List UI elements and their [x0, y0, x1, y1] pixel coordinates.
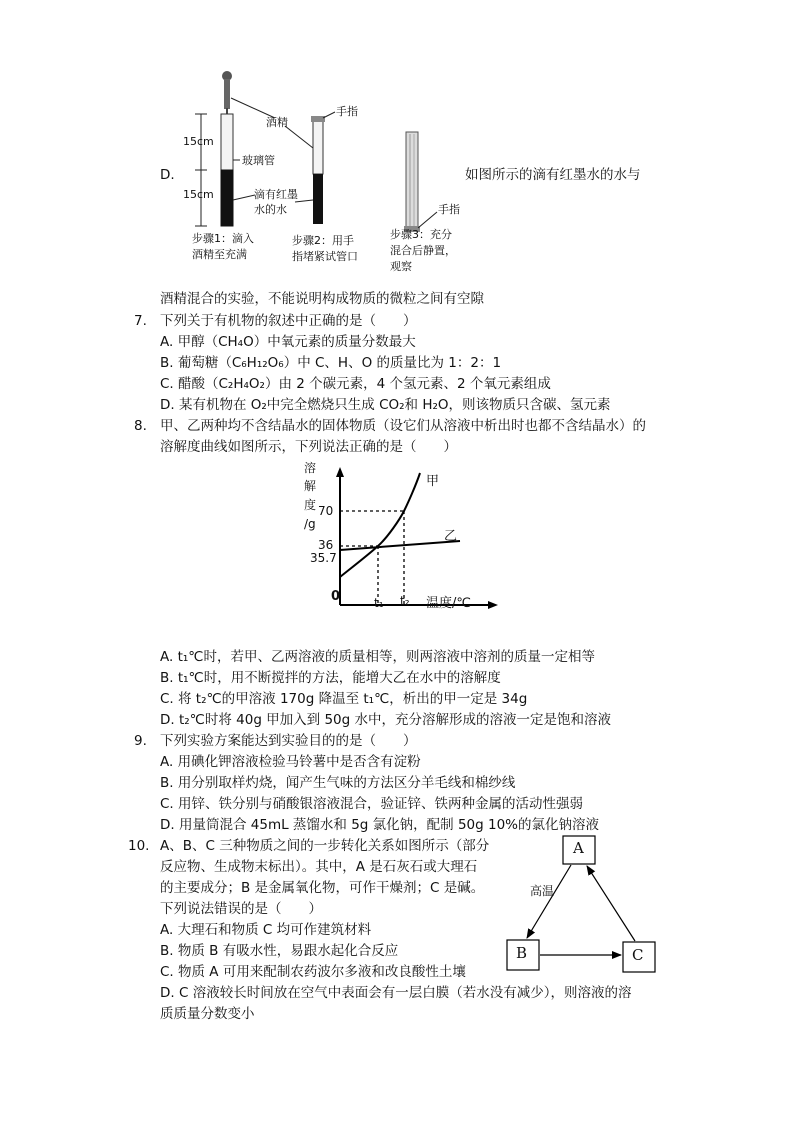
- step3-line1: 步骤3：充分: [390, 228, 452, 241]
- node-c-label: C: [632, 946, 644, 964]
- q10-option-d-2: 质质量分数变小: [160, 1006, 255, 1022]
- curve-jia-label: 甲: [426, 474, 440, 489]
- q9-option-d: D. 用量筒混合 45mL 蒸馏水和 5g 氯化钠，配制 50g 10%的氯化钠溶液: [160, 817, 599, 833]
- q10-stem-3: 的主要成分；B 是金属氧化物，可作干燥剂；C 是碱。: [160, 880, 485, 896]
- label-red-ink-1: 滴有红墨: [254, 188, 298, 201]
- q8-option-c: C. 将 t₂℃的甲溶液 170g 降温至 t₁℃，析出的甲一定是 34g: [160, 691, 528, 707]
- curve-yi-label: 乙: [444, 529, 458, 544]
- y-label-1: 溶: [304, 461, 317, 475]
- tick-70: 70: [318, 504, 334, 518]
- q10-option-c: C. 物质 A 可用来配制农药波尔多液和改良酸性土壤: [160, 964, 466, 980]
- glass-tube-2: [311, 116, 325, 224]
- q7-stem: 下列关于有机物的叙述中正确的是（ ）: [160, 313, 417, 329]
- q10-option-a: A. 大理石和物质 C 均可作建筑材料: [160, 922, 372, 938]
- edge-label-high-temp: 高温: [530, 884, 555, 898]
- alcohol-leader: [231, 98, 275, 118]
- q10-stem-2: 反应物、生成物末标出）。其中，A 是石灰石或大理石: [160, 859, 478, 875]
- step1-line2: 酒精至充满: [192, 248, 247, 261]
- y-label-4: /g: [304, 517, 316, 531]
- q10-option-d-1: D. C 溶液较长时间放在空气中表面会有一层白膜（若水没有减少），则溶液的溶: [160, 985, 632, 1001]
- q9-option-a: A. 用碘化钾溶液检验马铃薯中是否含有淀粉: [160, 754, 421, 770]
- alcohol-leader-2: [285, 126, 313, 148]
- edge-a-to-b: [527, 865, 571, 938]
- x-axis-label: 温度/℃: [426, 596, 471, 611]
- q7-option-c: C. 醋酸（C₂H₄O₂）由 2 个碳元素，4 个氢元素、2 个氧元素组成: [160, 376, 551, 392]
- tick-35-7: 35.7: [310, 551, 337, 565]
- q9-option-c: C. 用锌、铁分别与硝酸银溶液混合，验证锌、铁两种金属的活动性强弱: [160, 796, 584, 812]
- q8-option-d: D. t₂℃时将 40g 甲加入到 50g 水中，充分溶解形成的溶液一定是饱和溶液: [160, 712, 612, 728]
- q10-stem-1: A、B、C 三种物质之间的一步转化关系如图所示（部分: [160, 838, 490, 854]
- label-red-ink-2: 水的水: [254, 203, 287, 216]
- curve-jia: [340, 473, 420, 577]
- tick-t1: t₁: [374, 596, 384, 610]
- step2-line2: 指堵紧试管口: [292, 250, 358, 263]
- finger2-leader: [418, 212, 437, 228]
- dimension-marks: [195, 114, 207, 226]
- q10-stem-4: 下列说法错误的是（ ）: [160, 901, 322, 917]
- q9-option-b: B. 用分别取样灼烧，闻产生气味的方法区分羊毛线和棉纱线: [160, 775, 516, 791]
- glass-tube-3: [404, 132, 420, 232]
- red-ink-leader: [233, 195, 255, 200]
- tick-36: 36: [318, 538, 334, 552]
- q7-option-b: B. 葡萄糖（C₆H₁₂O₆）中 C、H、O 的质量比为 1：2：1: [160, 355, 502, 371]
- origin-label: 0: [331, 589, 341, 604]
- q9-stem: 下列实验方案能达到实验目的的是（ ）: [160, 733, 417, 749]
- y-label-2: 解: [304, 479, 317, 493]
- y-label-3: 度: [304, 498, 317, 512]
- label-finger-1: 手指: [336, 105, 358, 118]
- q10-option-b: B. 物质 B 有吸水性，易跟水起化合反应: [160, 943, 399, 959]
- dropper: [222, 71, 232, 114]
- q6-option-d-text-cont: 酒精混合的实验，不能说明构成物质的微粒之间有空隙: [160, 291, 484, 307]
- label-15cm-top: 15cm: [183, 135, 214, 148]
- q9-number: 9.: [134, 733, 147, 749]
- node-b-label: B: [516, 944, 528, 962]
- finger1-leader: [323, 112, 335, 118]
- edge-c-to-a: [587, 866, 635, 941]
- q6-option-d-text-right: 如图所示的滴有红墨水的水与: [465, 167, 641, 183]
- q7-number: 7.: [134, 313, 147, 329]
- tick-t2: t₂: [400, 594, 410, 608]
- glass-tube-1: [221, 114, 233, 226]
- label-glass-tube: 玻璃管: [242, 154, 275, 167]
- label-15cm-bottom: 15cm: [183, 188, 214, 201]
- q10-number: 10.: [128, 838, 150, 854]
- label-finger-2: 手指: [438, 203, 460, 216]
- step1-line1: 步骤1：滴入: [192, 232, 254, 245]
- q7-option-d: D. 某有机物在 O₂中完全燃烧只生成 CO₂和 H₂O，则该物质只含碳、氢元素: [160, 397, 611, 413]
- q8-option-b: B. t₁℃时，用不断搅拌的方法，能增大乙在水中的溶解度: [160, 670, 501, 686]
- step2-line1: 步骤2：用手: [292, 234, 354, 247]
- step3-line3: 观察: [390, 260, 412, 273]
- q7-option-a: A. 甲醇（CH₄O）中氧元素的质量分数最大: [160, 334, 416, 350]
- y-axis-arrow: [336, 467, 344, 477]
- q6-option-d-letter: D.: [160, 167, 175, 183]
- node-a-label: A: [573, 839, 584, 857]
- q8-stem-1: 甲、乙两种均不含结晶水的固体物质（设它们从溶液中析出时也都不含结晶水）的: [160, 418, 646, 434]
- x-axis-arrow: [488, 601, 498, 609]
- q8-number: 8.: [134, 418, 147, 434]
- label-alcohol: 酒精: [266, 116, 288, 129]
- step3-line2: 混合后静置，: [390, 244, 456, 257]
- q8-option-a: A. t₁℃时，若甲、乙两溶液的质量相等，则两溶液中溶剂的质量一定相等: [160, 649, 595, 665]
- q8-stem-2: 溶解度曲线如图所示，下列说法正确的是（ ）: [160, 439, 457, 455]
